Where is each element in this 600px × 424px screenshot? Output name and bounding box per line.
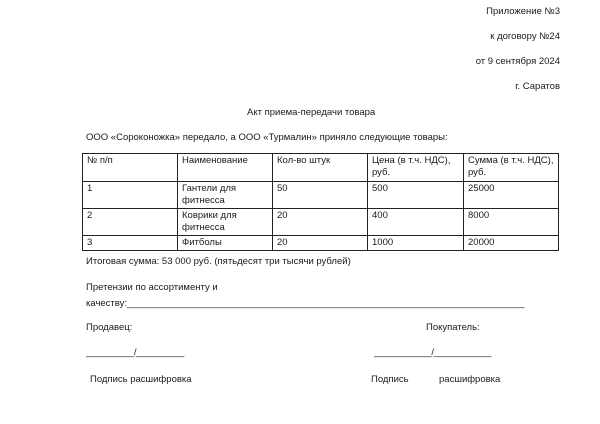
table-row: [83, 209, 559, 236]
claims-line-1: Претензии по ассортименту и: [86, 282, 218, 293]
cell-price: 1000: [368, 236, 464, 251]
claims-line-2: [86, 298, 524, 309]
contract-reference: к договору №24: [490, 31, 560, 42]
cell-name: Фитболы: [178, 236, 273, 251]
document-title: Акт приема-передачи товара: [247, 107, 376, 118]
cell-number: 3: [83, 236, 178, 251]
cell-sum: 20000: [464, 236, 559, 251]
seller-signature-caption: Подпись расшифровка: [90, 374, 192, 385]
col-header-name: Наименование: [178, 154, 273, 182]
appendix-number: Приложение №3: [486, 6, 560, 17]
cell-quantity: 20: [273, 209, 368, 236]
cell-quantity: 20: [273, 236, 368, 251]
cell-price: 500: [368, 182, 464, 209]
seller-label: Продавец:: [86, 322, 133, 333]
cell-number: 1: [83, 182, 178, 209]
col-header-price: Цена (в т.ч. НДС), руб.: [368, 154, 464, 182]
claims-blank-line: ___________________________________________________________________________________: [127, 298, 525, 309]
city: г. Саратов: [515, 81, 560, 92]
buyer-decode-caption: расшифровка: [439, 374, 501, 385]
intro-text: ООО «Сороконожка» передало, а ООО «Турмалин» приняло следующие товары:: [86, 132, 448, 143]
cell-price: 400: [368, 209, 464, 236]
claims-label: качеству:: [86, 298, 128, 309]
contract-date: от 9 сентября 2024: [475, 56, 560, 67]
col-header-number: № п/п: [83, 154, 178, 182]
cell-number: 2: [83, 209, 178, 236]
cell-sum: 25000: [464, 182, 559, 209]
col-header-sum: Сумма (в т.ч. НДС), руб.: [464, 154, 559, 182]
cell-sum: 8000: [464, 209, 559, 236]
buyer-signature-line: ____________/____________: [374, 347, 491, 358]
col-header-quantity: Кол-во штук: [273, 154, 368, 182]
goods-table: [82, 153, 559, 251]
buyer-label: Покупатель:: [426, 322, 480, 333]
total-sum: Итоговая сумма: 53 000 руб. (пятьдесят три тысячи рублей): [86, 256, 351, 267]
cell-name: Коврики для фитнесса: [178, 209, 273, 236]
buyer-signature-caption: Подпись: [371, 374, 409, 385]
table-row: [83, 182, 559, 209]
cell-quantity: 50: [273, 182, 368, 209]
cell-name: Гантели для фитнесса: [178, 182, 273, 209]
seller-signature-line: __________/__________: [86, 347, 184, 358]
table-header-row: [83, 154, 559, 182]
table-row: [83, 236, 559, 251]
